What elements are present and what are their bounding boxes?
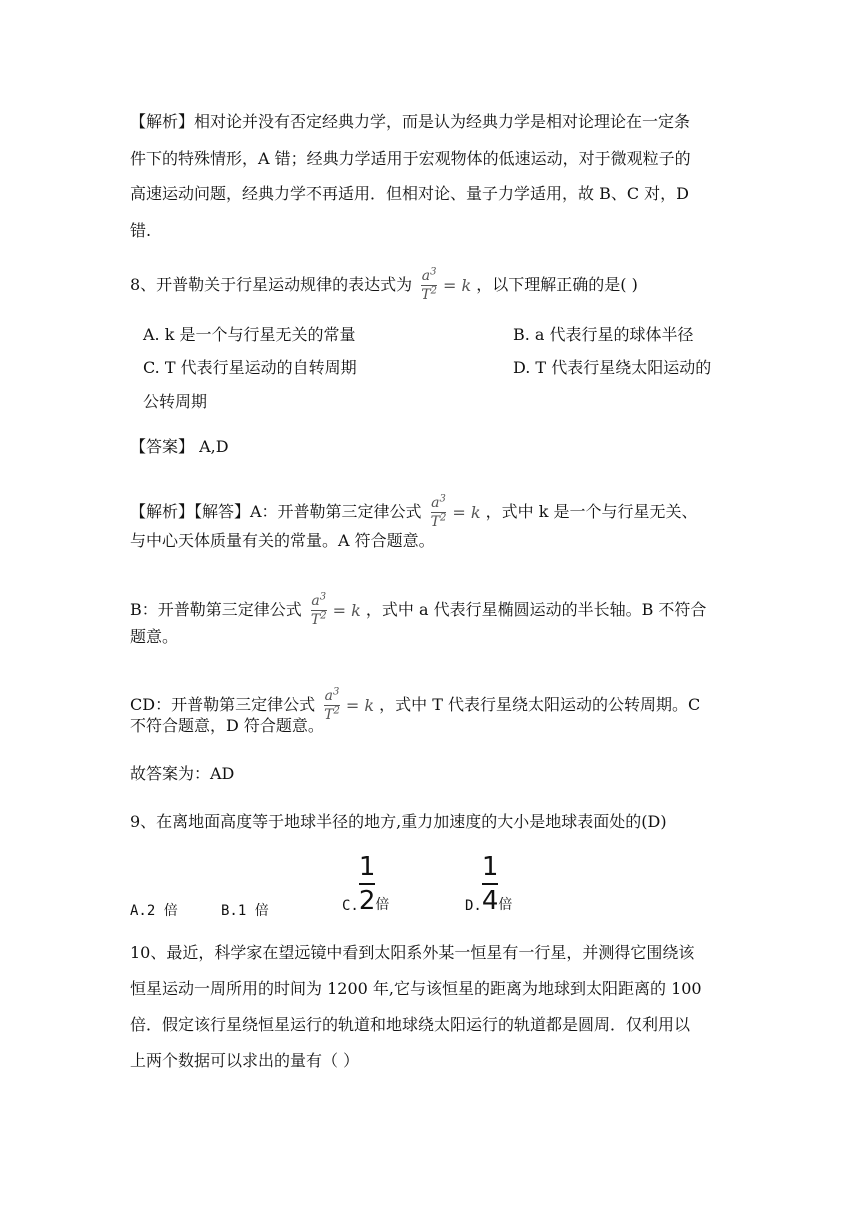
- fraction-one-half: $\frac{1}{2}$: [358, 852, 376, 916]
- q8-option-c: C. T 代表行星运动的自转周期: [143, 358, 357, 377]
- q8-option-a: A. k 是一个与行星无关的常量: [143, 325, 356, 344]
- question-9-stem: 9、在离地面高度等于地球半径的地方,重力加速度的大小是地球表面处的(D): [130, 812, 667, 831]
- q8-conclusion: 故答案为：AD: [130, 764, 235, 783]
- q8-explanation-cd-line-2: 不符合题意，D 符合题意。: [130, 716, 324, 735]
- analysis-7-line-4: 错.: [130, 221, 152, 240]
- q8-explanation-a: 【解析】【解答】A：开普勒第三定律公式 $\frac{a^3}{T^2}$ = k ，式中 k 是一个与行星无关、: [130, 493, 698, 530]
- q8-option-d: D. T 代表行星绕太阳运动的: [513, 358, 712, 377]
- question-8-prefix: 8、开普勒关于行星运动规律的表达式为: [130, 275, 413, 294]
- q8-explanation-a-line-2: 与中心天体质量有关的常量。A 符合题意。: [130, 531, 435, 550]
- question-10-line-1: 10、最近，科学家在望远镜中看到太阳系外某一恒星有一行星，并测得它围绕该: [130, 943, 695, 962]
- q8-explanation-b-line-2: 题意。: [130, 627, 179, 646]
- q8-answer: 【答案】 A,D: [130, 437, 229, 456]
- q9-option-b: B.1 倍: [221, 903, 269, 919]
- kepler-formula: $\frac{a^3}{T^2}$ = k: [324, 686, 375, 723]
- question-10-line-4: 上两个数据可以求出的量有（ ）: [130, 1051, 360, 1070]
- kepler-formula: $\frac{a^3}{T^2}$ = k: [430, 493, 481, 530]
- q9-option-c: C. $\frac{1}{2}$ 倍: [342, 852, 390, 916]
- q8-explanation-b: B：开普勒第三定律公式 $\frac{a^3}{T^2}$ = k ，式中 a 代表行星椭圆运动的半长轴。B 不符合: [130, 591, 707, 628]
- q8-option-b: B. a 代表行星的球体半径: [513, 325, 694, 344]
- kepler-formula: $\frac{a^3}{T^2}$ = k: [421, 266, 472, 303]
- analysis-7-line-2: 件下的特殊情形，A 错；经典力学适用于宏观物体的低速运动，对于微观粒子的: [130, 149, 691, 168]
- kepler-formula: $\frac{a^3}{T^2}$ = k: [310, 591, 361, 628]
- analysis-7-line-1: 【解析】相对论并没有否定经典力学，而是认为经典力学是相对论理论在一定条: [130, 112, 691, 131]
- analysis-7-line-3: 高速运动问题，经典力学不再适用．但相对论、量子力学适用，故 B、C 对，D: [130, 184, 690, 203]
- question-8-stem: [130, 268, 638, 303]
- q9-option-d: D. $\frac{1}{4}$ 倍: [465, 852, 513, 916]
- q9-option-a: A.2 倍: [130, 903, 178, 919]
- fraction-one-quarter: $\frac{1}{4}$: [481, 852, 499, 916]
- question-10-line-3: 倍．假定该行星绕恒星运行的轨道和地球绕太阳运行的轨道都是圆周．仅利用以: [130, 1015, 691, 1034]
- q8-explanation-cd: CD：开普勒第三定律公式 $\frac{a^3}{T^2}$ = k ，式中 T 代表行星绕太阳运动的公转周期。C: [130, 686, 701, 723]
- question-10-line-2: 恒星运动一周所用的时间为 1200 年,它与该恒星的距离为地球到太阳距离的 100: [130, 979, 702, 998]
- question-8-suffix: ，以下理解正确的是( ): [476, 275, 638, 294]
- q8-option-d-continued: 公转周期: [143, 392, 208, 411]
